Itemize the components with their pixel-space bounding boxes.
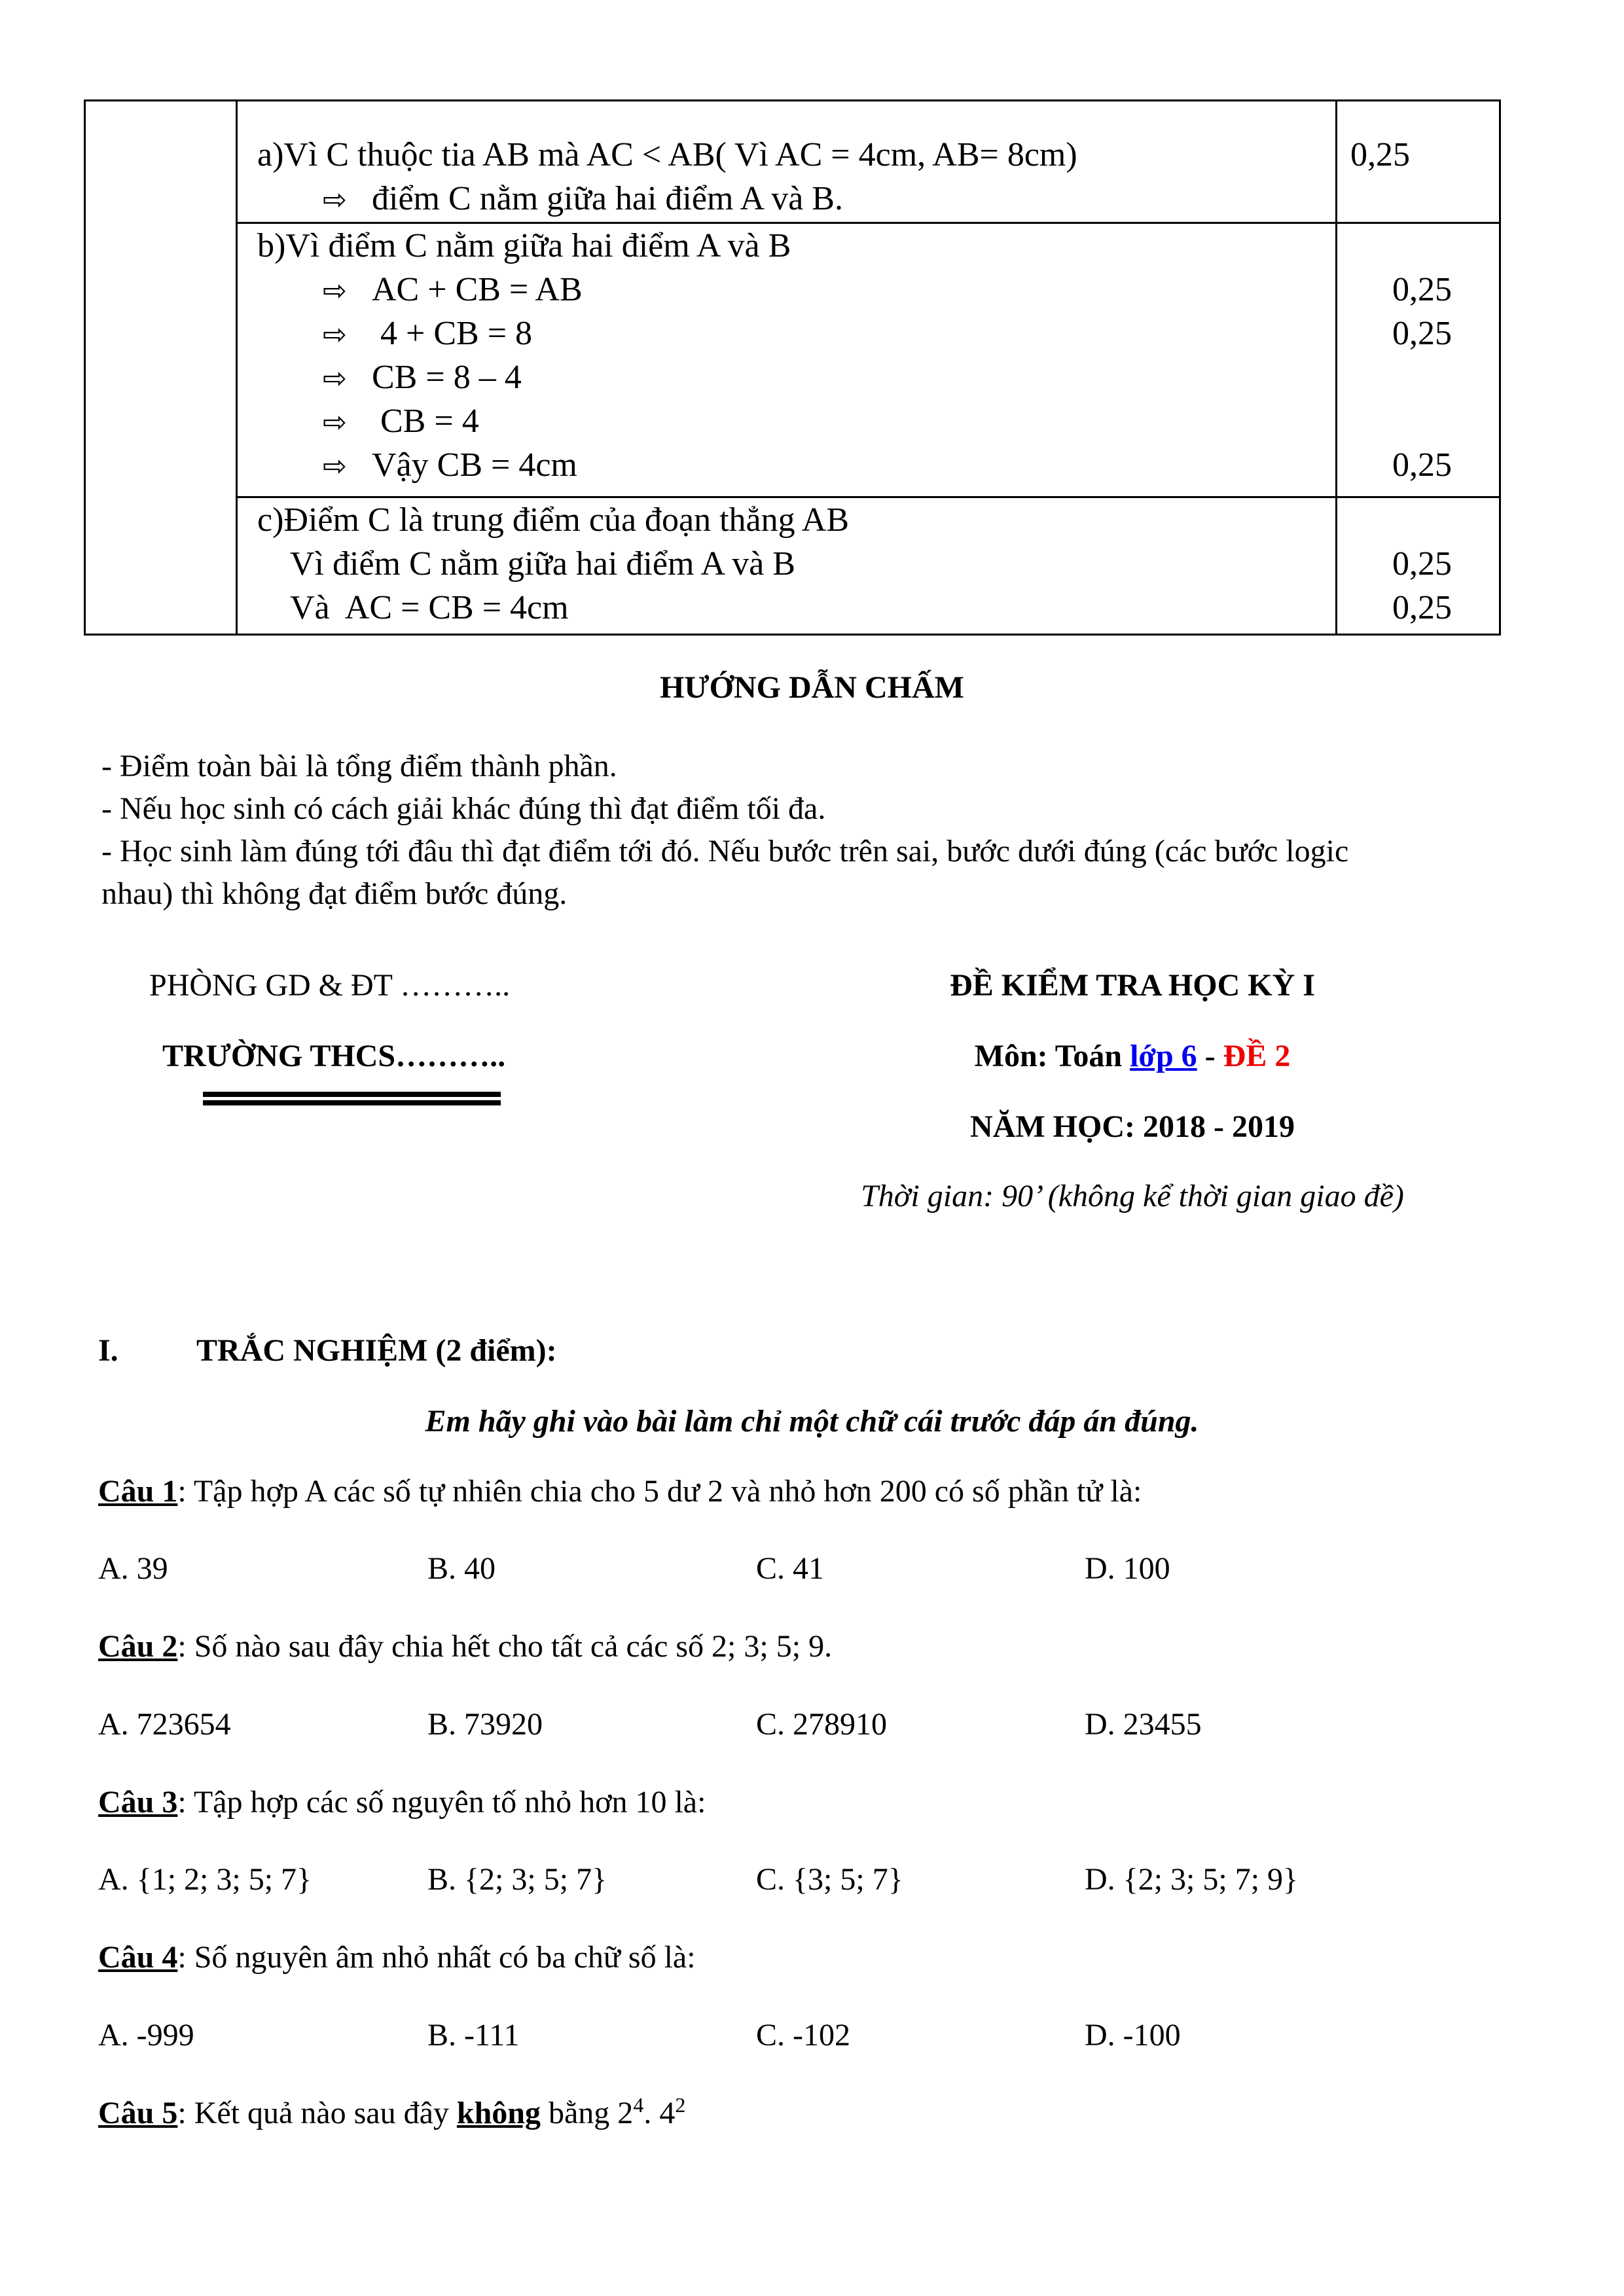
part-b-line-1: b)Vì điểm C nằm giữa hai điểm A và B (257, 227, 791, 264)
score (1337, 224, 1452, 268)
grade-link[interactable]: lớp 6 (1130, 1039, 1197, 1073)
q1-option-d: D. 100 (1085, 1551, 1170, 1586)
part-c-scores (1337, 497, 1500, 635)
score: 0,25 (1392, 446, 1452, 484)
table-row-part-c (85, 497, 1500, 635)
answer-table (84, 99, 1501, 636)
exam-title: ĐỀ KIỂM TRA HỌC KỲ I (950, 968, 1315, 1003)
part-a-content (237, 101, 1337, 223)
part-b-scores (1337, 223, 1500, 497)
q4-option-c: C. -102 (756, 2018, 850, 2053)
arrow-icon: ⇨ (323, 183, 347, 217)
score (1337, 498, 1452, 542)
part-b-line-4: ⇨ CB = 8 – 4 (257, 355, 1335, 399)
section-title: TRẮC NGHIỆM (2 điểm): (196, 1333, 557, 1368)
q3-option-b: B. {2; 3; 5; 7} (427, 1862, 607, 1897)
subject-line: Môn: Toán lớp 6 - ĐỀ 2 (974, 1039, 1291, 1073)
part-c-content (237, 497, 1337, 635)
part-b-content (237, 223, 1337, 497)
part-c-line-1: c)Điểm C là trung điểm của đoạn thẳng AB (257, 501, 850, 539)
q1-option-b: B. 40 (427, 1551, 496, 1586)
score: 0,25 (1392, 589, 1452, 626)
score (1337, 399, 1452, 443)
grading-note-2: - Nếu học sinh có cách giải khác đúng thì đạt điểm tối đa. (101, 791, 826, 826)
part-a-line-2: ⇨ điểm C nằm giữa hai điểm A và B. (257, 177, 1335, 221)
score (1337, 355, 1452, 399)
school-year: NĂM HỌC: 2018 - 2019 (970, 1109, 1295, 1144)
question-3: Câu 3: Tập hợp các số nguyên tố nhỏ hơn 10 là: (98, 1785, 706, 1820)
part-b-line-5: ⇨ CB = 4 (257, 399, 1335, 443)
question-4: Câu 4: Số nguyên âm nhỏ nhất có ba chữ số là: (98, 1940, 696, 1975)
part-a-line-1: a)Vì C thuộc tia AB mà AC < AB( Vì AC = 4cm, AB= 8cm) (257, 136, 1077, 173)
q4-option-d: D. -100 (1085, 2018, 1181, 2053)
section-instruction: Em hãy ghi vào bài làm chỉ một chữ cái trước đáp án đúng. (425, 1404, 1199, 1439)
score: 0,25 (1392, 271, 1452, 308)
q3-option-d: D. {2; 3; 5; 7; 9} (1085, 1862, 1299, 1897)
grading-note-1: - Điểm toàn bài là tổng điểm thành phần. (101, 749, 617, 783)
part-b-line-6: ⇨ Vậy CB = 4cm (257, 443, 1335, 487)
question-number-cell (85, 101, 237, 635)
grading-note-4: nhau) thì không đạt điểm bước đúng. (101, 876, 568, 911)
part-a-scores (1337, 101, 1500, 223)
exam-code: ĐỀ 2 (1223, 1039, 1291, 1073)
q4-option-b: B. -111 (427, 2018, 520, 2053)
q2-option-a: A. 723654 (98, 1707, 231, 1742)
part-c-line-3: Và AC = CB = 4cm (290, 589, 569, 626)
q2-option-c: C. 278910 (756, 1707, 888, 1742)
department-label: PHÒNG GD & ĐT ……….. (149, 968, 511, 1003)
question-5: Câu 5: Kết quả nào sau đây không bằng $2^4$. $4^2$ (98, 2093, 686, 2130)
score: 0,25 (1350, 136, 1410, 173)
q2-option-b: B. 73920 (427, 1707, 543, 1742)
exam-time: Thời gian: 90’ (không kể thời gian giao đề) (861, 1179, 1404, 1213)
score: 0,25 (1392, 315, 1452, 352)
double-rule-bottom (203, 1100, 501, 1105)
question-1: Câu 1: Tập hợp A các số tự nhiên chia cho 5 dư 2 và nhỏ hơn 200 có số phần tử là: (98, 1474, 1142, 1509)
arrow-icon: ⇨ (323, 406, 347, 439)
table-row-part-b (85, 223, 1500, 497)
part-b-line-2: ⇨ AC + CB = AB (257, 268, 1335, 312)
q2-option-d: D. 23455 (1085, 1707, 1202, 1742)
double-rule-top (203, 1092, 501, 1097)
q1-option-c: C. 41 (756, 1551, 825, 1586)
q3-option-a: A. {1; 2; 3; 5; 7} (98, 1862, 312, 1897)
arrow-icon: ⇨ (323, 362, 347, 395)
q1-option-a: A. 39 (98, 1551, 168, 1586)
school-label: TRƯỜNG THCS……….. (162, 1039, 506, 1073)
part-b-line-3: ⇨ 4 + CB = 8 (257, 312, 1335, 355)
question-2: Câu 2: Số nào sau đây chia hết cho tất cả các số 2; 3; 5; 9. (98, 1629, 833, 1664)
q3-option-c: C. {3; 5; 7} (756, 1862, 903, 1897)
q4-option-a: A. -999 (98, 2018, 194, 2053)
part-c-line-2: Vì điểm C nằm giữa hai điểm A và B (290, 545, 795, 583)
grading-note-3: - Học sinh làm đúng tới đâu thì đạt điểm tới đó. Nếu bước trên sai, bước dưới đúng (các bước logic (101, 834, 1349, 869)
grading-guide-title: HƯỚNG DẪN CHẤM (660, 670, 964, 705)
section-number: I. (98, 1333, 118, 1368)
table-row-part-a (85, 101, 1500, 223)
arrow-icon: ⇨ (323, 450, 347, 483)
score: 0,25 (1392, 545, 1452, 583)
arrow-icon: ⇨ (323, 274, 347, 308)
arrow-icon: ⇨ (323, 318, 347, 351)
